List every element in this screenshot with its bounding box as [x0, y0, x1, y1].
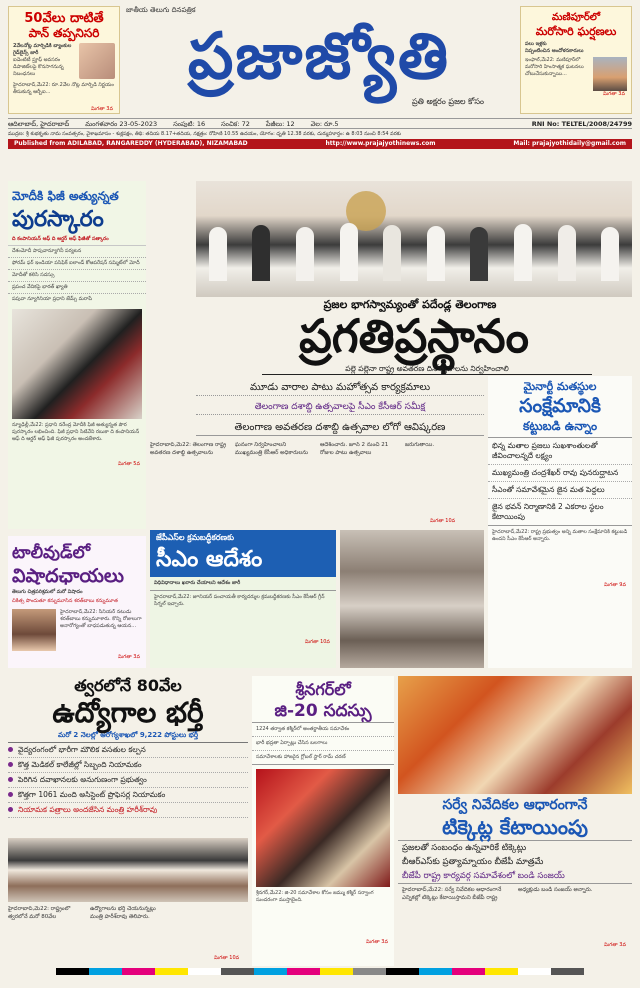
jobs-point: నియామక పత్రాలు అందజేసిన మంత్రి హరీశ్‌రావు — [8, 803, 248, 818]
promo-headline: మరోసారి ఘర్షణలు — [535, 25, 617, 38]
appointment-event-photo — [8, 838, 248, 902]
minority-point: జైన భవన్ నిర్మాణానికి 2 ఎకరాల స్థలం కేటాయింపు — [488, 499, 632, 526]
jps-more[interactable]: మిగతా 10వ — [304, 639, 330, 645]
jps-headline: సీఎం ఆదేశం — [150, 546, 336, 577]
minority-more[interactable]: మిగతా 9వ — [604, 582, 626, 588]
promo-line: నిప్పంటించిన ఆందోళనకారులు — [525, 48, 584, 54]
modi-story[interactable] — [8, 181, 146, 529]
modi-headline: పురస్కారం — [12, 207, 104, 232]
tagline: జాతీయ తెలుగు దినపత్రిక — [126, 6, 196, 14]
ram-charan-photo — [256, 769, 390, 887]
promo-line: పలు ఇళ్లకు — [525, 41, 547, 47]
person-figure — [514, 224, 532, 281]
price: వెల: రూ.5 — [310, 120, 339, 128]
mail-link[interactable]: Mail: prajajyothidaily@gmail.com — [513, 140, 626, 147]
promo-body: హైదరాబాద్,మే22: రూ.2వేల నోట్ల మార్పిడి నిర్ణయం తీసుకున్న ఆర్బీఐ... — [13, 82, 114, 95]
jobs-sub: మరో 2 నెలల్లో ఆరోగ్యశాఖలో 9,222 పోస్టులు భర్తీ — [8, 730, 248, 743]
g20-point: 1224 తర్వాత కశ్మీర్‌లో అంతర్జాతీయ సమావేశం — [252, 722, 394, 737]
fire-photo — [593, 57, 627, 91]
panchangam-line: ముద్రణ: శ్రీ శుభకృతు నామ సంవత్సరం, వైశాఖమాసం - శుక్లపక్షం, తిథి: తదియ 8.17+తదియ, నక్షత్రం: రోహిణి 10.55 ఉదయం, యోగం: ధృతి 12.38 వరకు, దుర్ముహూర్తం: ఉ 8:03 నుంచి 8:54 వరకు — [8, 131, 402, 137]
volume: సంపుటి: 16 — [173, 120, 206, 128]
lead-sub: తెలంగాణ దశాబ్ది ఉత్సవాలపై సీఎం కేసీఆర్ సమీక్ష — [196, 400, 484, 415]
currency-photo — [79, 43, 115, 79]
survey-headline: టిక్కెట్ల కేటాయింపు — [442, 815, 588, 839]
jps-crowd-photo — [340, 530, 484, 668]
masthead — [126, 4, 512, 114]
tollywood-more[interactable]: మిగతా 3వ — [118, 654, 140, 660]
minority-story[interactable] — [488, 376, 632, 668]
slogan: ప్రతి అక్షరం ప్రజల కోసం — [411, 97, 484, 106]
modi-point: మోదీతో కలిసి సదస్సు — [8, 270, 146, 282]
dateline — [8, 118, 632, 129]
right-promo-box[interactable] — [520, 6, 632, 114]
survey-story[interactable] — [398, 796, 632, 966]
person-figure — [209, 227, 227, 281]
promo-headline: పాన్ తప్పనిసరి — [28, 26, 100, 40]
promo-line: డిపాజిట్‌లపై కొనసాగనున్న నిబంధనలు — [13, 64, 64, 77]
jps-story[interactable] — [150, 530, 336, 668]
survey-more[interactable]: మిగతా 3వ — [604, 942, 626, 948]
date: మంగళవారం 23-05-2023 — [85, 120, 158, 128]
rni-number: RNI No: TELTEL/2008/24799 — [531, 120, 632, 128]
promo-line: ఐడెంటిటీ ప్రూఫ్ అవసరం — [13, 57, 61, 63]
bjp-meeting-photo — [398, 676, 632, 794]
lead-kicker: ప్రజల భాగస్వామ్యంతో పదేండ్ల తెలంగాణ — [323, 298, 497, 311]
g20-headline: శ్రీనగర్‌లో — [295, 680, 351, 699]
tollywood-sub: చికిత్స పొందుతూ కన్నుమూసిన శరత్‌బాబు కన్నుమూత — [12, 598, 118, 604]
g20-point: భారీ భద్రతా ఏర్పాట్లు చేసిన బలగాలు — [252, 737, 394, 751]
tollywood-headline: విషాదఛాయలు — [12, 565, 124, 587]
promo-line: 2వేలనోట్ల మార్పిడికి బ్యాంకుల — [13, 43, 72, 49]
place: ఆదిలాబాద్, హైదరాబాద్ — [8, 120, 70, 128]
jps-kicker: జేపీఎస్‌ల క్రమబద్ధీకరణకు — [150, 530, 336, 546]
lead-sub: తెలంగాణ అవతరణ దశాబ్ది ఉత్సవాల లోగో ఆవిష్కరణ — [196, 421, 484, 436]
jps-body: హైదరాబాద్,మే22: జూనియర్ పంచాయతీ కార్యదర్శుల క్రమబద్ధీకరణకు సీఎం కేసీఆర్ గ్రీన్ సిగ్నల్ ఇచ్చారు. — [154, 594, 325, 607]
issue: సంచిక: 72 — [221, 120, 250, 128]
modi-point: ప్రపంచ వేదికపై భారత్ ఖ్యాతి — [8, 282, 146, 294]
person-figure — [383, 225, 401, 281]
jobs-point: కొత్తగా 1061 మంది అసిస్టెంట్ ప్రొఫెసర్ల నియామకం — [8, 788, 248, 803]
jobs-more[interactable]: మిగతా 10వ — [214, 955, 240, 961]
person-figure — [296, 227, 314, 281]
website-link[interactable]: http://www.prajajyothinews.com — [325, 140, 436, 147]
g20-story[interactable] — [252, 676, 394, 966]
minority-body: హైదరాబాద్,మే22: రాష్ట్ర ప్రభుత్వం అన్ని మతాల సంక్షేమానికి కట్టుబడి ఉందని సీఎం కేసీఆర్ అన్నారు. — [492, 529, 628, 542]
jps-sub: విధివిధానాలు ఖరారు చేయాలని ఆదేశం జారీ — [150, 577, 336, 591]
promo-line: గైడ్‌లైన్స్ జారీ — [13, 50, 39, 56]
jobs-headline: ఉద్యోగాల భర్తీ — [52, 696, 204, 729]
minority-headline: కట్టుబడి ఉన్నాం — [488, 418, 632, 438]
modi-photo — [12, 309, 142, 419]
tollywood-sub: తెలుగు చిత్రపరిశ్రమలో మరో విషాదం — [12, 589, 83, 595]
publisher-text: Published from ADILABAD, RANGAREDDY (HYDERABAD), NIZAMABAD — [14, 140, 248, 147]
modi-caption: న్యూఢిల్లీ,మే22: ప్రధాని నరేంద్ర మోదీకి ఫిజీ అత్యున్నత పౌర పురస్కారం లభించింది. ఫిజీ ప్రధాని సిటివేని రబుకా ది కంపానియన్ ఆఫ్ ది ఆర్డర్ ఆఫ్ ఫిజీ పురస్కారం అందజేశారు. — [12, 422, 140, 442]
modi-more[interactable]: మిగతా 5వ — [118, 461, 140, 467]
person-figure — [601, 227, 619, 281]
publisher-bar — [8, 139, 632, 149]
minority-kicker: మైనార్టీ మతస్థుల — [523, 380, 597, 393]
g20-point: సమావేశాలకు హాజరైన గ్లోబల్ స్టార్ రామ్ చరణ్ — [252, 751, 394, 765]
sarath-babu-photo — [12, 609, 56, 651]
jobs-point: వైద్యరంగంలో భారీగా మౌలిక వసతుల కల్పన — [8, 743, 248, 758]
survey-sub: బీఆర్ఎస్‌కు ప్రత్యామ్నాయం బీజేపీ మాత్రమే — [402, 857, 544, 867]
promo-headline: 50వేలు దాటితే — [24, 11, 104, 26]
lead-body: హైదరాబాద్,మే22: తెలంగాణ రాష్ట్ర అవతరణ దశాబ్ది ఉత్సవాలను ఘనంగా నిర్వహించాలని ముఖ్యమంత్రి కేసీఆర్ అధికారులను ఆదేశించారు. జూన్ 2 నుంచి 21 రోజుల పాటు ఉత్సవాలు జరుగుతాయి. — [150, 442, 435, 456]
lead-headline[interactable]: ప్రగతిప్రస్థానం — [299, 309, 529, 363]
promo-more[interactable]: మిగతా 3వ — [603, 91, 625, 97]
modi-point: ఫోరమ్ ఫర్ ఇండియా పసిఫిక్ ఐలాండ్ కోఆపరేషన్ సమ్మిట్‌లో మోదీ — [8, 258, 146, 270]
modi-point: పపువా న్యూగినియా ప్రధాని జేమ్స్ మరాపే — [12, 296, 93, 302]
promo-more[interactable]: మిగతా 3వ — [91, 106, 113, 112]
left-promo-box[interactable] — [8, 6, 120, 114]
promo-headline: మణిపూర్‌లో — [551, 12, 601, 23]
tollywood-body: హైదరాబాద్,మే22: సీనియర్ నటుడు శరత్‌బాబు కన్నుమూశారు. కొన్ని రోజులుగా అనారోగ్యంతో బాధపడుతున్న ఆయన... — [60, 609, 142, 629]
person-figure — [470, 227, 488, 281]
person-figure — [340, 223, 358, 281]
jobs-kicker: త్వరలోనే 80వేల — [74, 676, 182, 695]
tollywood-headline: టాలీవుడ్‌లో — [12, 543, 91, 563]
jobs-body: హైదరాబాద్,మే22: రాష్ట్రంలో త్వరలోనే మరో 80వేల ఉద్యోగాలను భర్తీ చేయనున్నట్లు మంత్రి హరీశ్‌రావు తెలిపారు. — [8, 906, 156, 920]
survey-sub: ప్రజలతో సంబంధం ఉన్నవారికే టిక్కెట్లు — [398, 840, 632, 855]
jobs-point: పెరిగిన దవాఖానలకు అనుగుణంగా ప్రభుత్వం — [8, 773, 248, 788]
pages: పేజీలు: 12 — [265, 120, 295, 128]
lead-more[interactable]: మిగతా 10వ — [430, 518, 456, 524]
person-figure — [558, 225, 576, 281]
jobs-story[interactable] — [8, 676, 248, 836]
jobs-point: కొత్త మెడికల్ కాలేజీల్లో సిబ్బంది నియామకం — [8, 758, 248, 773]
g20-caption: శ్రీనగర్,మే22: జి-20 సమావేశాల కోసం జమ్ము కశ్మీర్ సర్వాంగ సుందరంగా ముస్తాబైంది. — [256, 890, 374, 903]
person-figure — [252, 225, 270, 281]
modi-point: దేశంమోదీ పాపువాన్యూగినీ పర్యటన — [8, 246, 146, 258]
lead-sub: పల్లె పల్లెనా రాష్ట్ర అవతరణ దినోత్సవాలను నిర్వహించాలి — [262, 364, 592, 375]
tollywood-story[interactable] — [8, 536, 146, 668]
g20-more[interactable]: మిగతా 3వ — [366, 939, 388, 945]
g20-headline: జి-20 సదస్సు — [274, 701, 372, 721]
minority-point: సీఎంతో సమావేశమైన జైన మత పెద్దలు — [488, 482, 632, 499]
person-figure — [427, 226, 445, 281]
survey-sub: బీజేపీ రాష్ట్ర కార్యవర్గ సమావేశంలో బండి సంజయ్ — [398, 869, 632, 884]
print-registration-strip — [56, 968, 584, 975]
cm-group-photo — [196, 181, 632, 297]
minority-headline: సంక్షేమానికి — [519, 395, 601, 417]
survey-body: హైదరాబాద్,మే22: సర్వే నివేదికల ఆధారంగానే ఎన్నికల్లో టిక్కెట్లు కేటాయిస్తామని బీజేపీ రాష్ట్ర అధ్యక్షుడు బండి సంజయ్ అన్నారు. — [402, 887, 593, 901]
minority-point: భిన్న మతాల ప్రజలు సుఖశాంతులతో జీవించాలన్నదే లక్ష్యం — [488, 438, 632, 465]
promo-body: ఇంఫాల్,మే22: మణిపూర్‌లో మరోసారి హింసాత్మక ఘటనలు చోటుచేసుకున్నాయి... — [525, 57, 584, 77]
modi-kicker: మోదీకి ఫిజీ అత్యున్నత — [12, 189, 119, 203]
minority-point: ముఖ్యమంత్రి చంద్రశేఖర్ రావు పునరుద్ఘాటన — [488, 465, 632, 482]
survey-kicker: సర్వే నివేదికల ఆధారంగానే — [442, 797, 588, 813]
lead-sub: మూడు వారాల పాటు మహోత్సవ కార్యక్రమాలు — [196, 381, 484, 396]
newspaper-title[interactable]: ప్రజాజ్యోతి — [187, 19, 451, 94]
modi-subhead: ది కంపానియన్ ఆఫ్ ది ఆర్డర్ ఆఫ్ ఫిజీతో సత్కారం — [8, 234, 146, 246]
